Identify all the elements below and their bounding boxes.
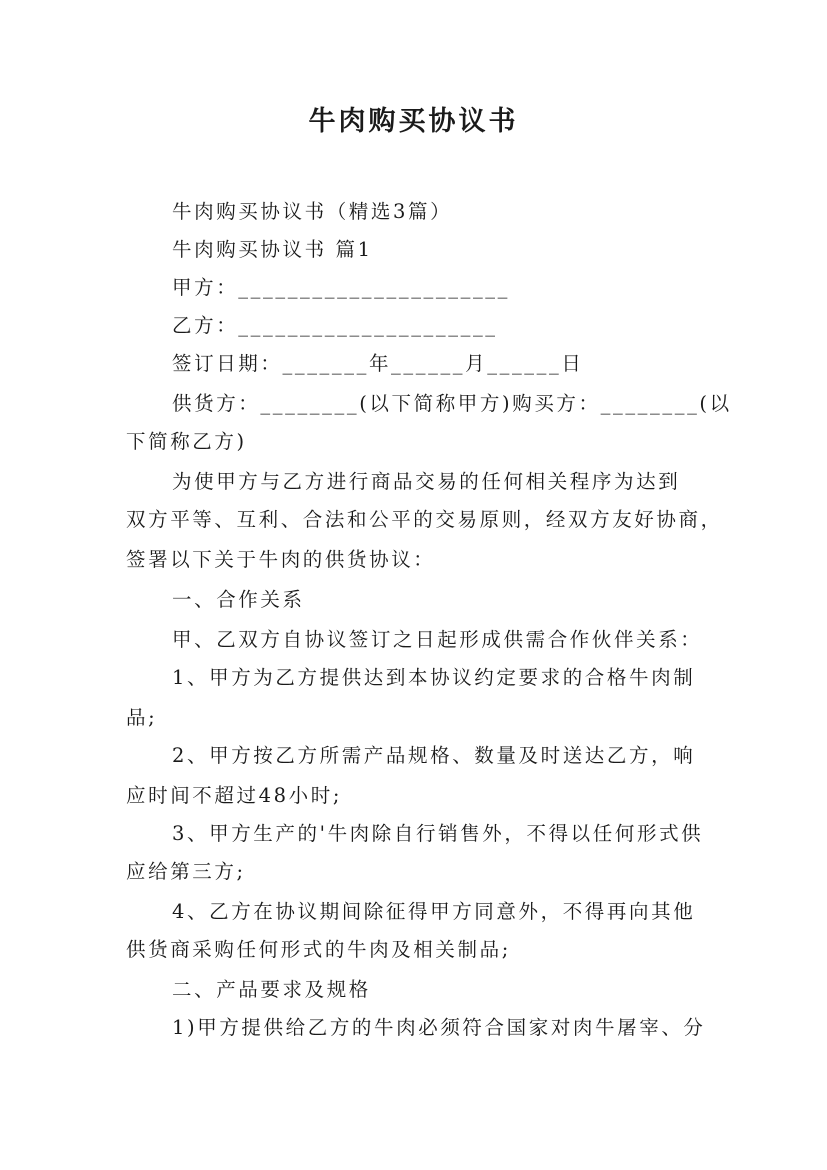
paragraph-line: 应时间不超过48小时; — [126, 784, 342, 807]
paragraph-line: 供货方：________(以下简称甲方)购买方：________(以 — [172, 392, 732, 415]
paragraph-line: 2、甲方按乙方所需产品规格、数量及时送达乙方，响 — [172, 744, 696, 767]
paragraph-line: 为使甲方与乙方进行商品交易的任何相关程序为达到 — [172, 470, 681, 493]
paragraph-line: 3、甲方生产的'牛肉除自行销售外，不得以任何形式供 — [172, 822, 704, 845]
paragraph-line: 应给第三方; — [126, 860, 246, 883]
section-heading: 二、产品要求及规格 — [172, 978, 371, 1001]
paragraph-line: 乙方：_____________________ — [172, 314, 498, 337]
paragraph-line: 供货商采购任何形式的牛肉及相关制品; — [126, 938, 511, 961]
paragraph-line: 甲方：______________________ — [172, 276, 510, 299]
paragraph-line: 1、甲方为乙方提供达到本协议约定要求的合格牛肉制 — [172, 666, 696, 689]
paragraph-line: 牛肉购买协议书 篇1 — [172, 238, 373, 261]
paragraph-line: 品; — [126, 706, 158, 729]
paragraph-line: 下简称乙方) — [126, 430, 247, 453]
paragraph-line: 双方平等、互利、合法和公平的交易原则，经双方友好协商， — [126, 508, 723, 531]
paragraph-line: 牛肉购买协议书（精选3篇） — [172, 200, 453, 223]
document-title: 牛肉购买协议书 — [308, 106, 519, 137]
paragraph-line: 签署以下关于牛肉的供货协议： — [126, 548, 436, 571]
paragraph-line: 1)甲方提供给乙方的牛肉必须符合国家对肉牛屠宰、分 — [172, 1016, 706, 1039]
paragraph-line: 甲、乙双方自协议签订之日起形成供需合作伙伴关系： — [172, 628, 703, 651]
paragraph-line: 签订日期：_______年______月______日 — [172, 352, 584, 375]
section-heading: 一、合作关系 — [172, 588, 305, 611]
paragraph-line: 4、乙方在协议期间除征得甲方同意外，不得再向其他 — [172, 900, 696, 923]
